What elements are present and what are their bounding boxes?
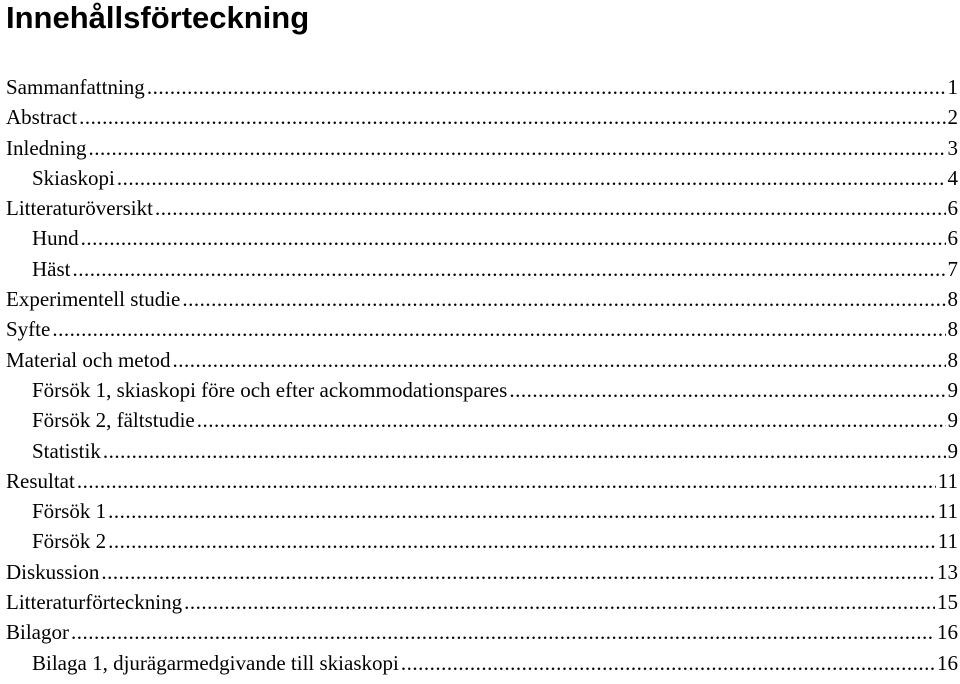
toc-entry[interactable] [6, 557, 958, 587]
toc-entry-page-number: 8 [947, 317, 958, 342]
toc-entry-label: Häst [32, 256, 71, 281]
dot-leader [108, 496, 936, 526]
toc-entry-label: Sammanfattning [6, 75, 145, 99]
dot-leader [79, 102, 945, 132]
toc-entry-label: Statistik [32, 438, 101, 463]
dot-leader [71, 617, 935, 647]
dot-leader [509, 375, 945, 405]
toc-subentry[interactable] [6, 375, 958, 405]
toc-entry[interactable] [6, 314, 958, 344]
toc-entry-page-number: 11 [937, 529, 958, 554]
toc-entry[interactable] [6, 284, 958, 314]
toc-entry[interactable] [6, 587, 958, 617]
dot-leader [77, 466, 936, 496]
toc-entry[interactable] [6, 72, 958, 102]
toc-entry-label: Material och metod [6, 347, 171, 372]
toc-subentry[interactable] [6, 254, 958, 284]
toc-entry-page-number: 2 [947, 105, 958, 130]
toc-entry-label: Bilagor [6, 620, 69, 645]
dot-leader [155, 193, 946, 223]
toc-entry-label: Bilaga 1, djurägarmedgivande till skiaskopi [32, 650, 399, 675]
dot-leader [101, 557, 935, 587]
toc-entry-page-number: 16 [937, 620, 958, 645]
toc-entry-page-number: 1 [947, 75, 958, 99]
toc-entry[interactable] [6, 102, 958, 132]
toc-entry-page-number: 8 [947, 287, 958, 312]
page-title: Innehållsförteckning [6, 0, 310, 35]
dot-leader [103, 436, 946, 466]
toc-subentry[interactable] [6, 405, 958, 435]
toc-entry-label: Skiaskopi [32, 165, 115, 190]
dot-leader [147, 72, 946, 102]
dot-leader [73, 254, 946, 284]
dot-leader [88, 133, 945, 163]
toc-entry-page-number: 13 [937, 559, 958, 584]
toc-subentry[interactable] [6, 496, 958, 526]
toc-subentry[interactable] [6, 436, 958, 466]
toc-entry-label: Hund [32, 226, 79, 251]
dot-leader [197, 405, 946, 435]
toc-entry-label: Litteraturöversikt [6, 196, 153, 221]
toc-entry-label: Försök 2 [32, 529, 107, 554]
toc-entry-page-number: 16 [937, 650, 958, 675]
toc-entry-label: Abstract [6, 105, 78, 130]
toc-entry-page-number: 9 [947, 438, 958, 463]
toc-entry-label: Diskussion [6, 559, 100, 584]
toc-subentry[interactable] [6, 526, 958, 556]
toc-entry-page-number: 3 [947, 135, 958, 160]
dot-leader [117, 163, 946, 193]
dot-leader [52, 314, 945, 344]
toc-entry-label: Syfte [6, 317, 51, 342]
toc-entry-page-number: 8 [947, 347, 958, 372]
dot-leader [182, 284, 945, 314]
toc-entry-label: Försök 2, fältstudie [32, 408, 195, 433]
toc-entry-page-number: 15 [937, 590, 958, 615]
toc-entry-page-number: 6 [947, 226, 958, 251]
toc-entry-label: Försök 1, skiaskopi före och efter ackommodationspares [32, 377, 508, 402]
toc-entry-label: Experimentell studie [6, 287, 181, 312]
toc-entry[interactable] [6, 617, 958, 647]
toc-entry[interactable] [6, 345, 958, 375]
toc-entry-page-number: 7 [947, 256, 958, 281]
dot-leader [81, 223, 946, 253]
toc-entry[interactable] [6, 133, 958, 163]
toc-entry-label: Försök 1 [32, 499, 107, 524]
table-of-contents [6, 72, 958, 678]
toc-entry[interactable] [6, 466, 958, 496]
toc-entry-page-number: 9 [947, 408, 958, 433]
dot-leader [108, 526, 936, 556]
toc-entry-label: Resultat [6, 468, 75, 493]
toc-entry-page-number: 11 [937, 468, 958, 493]
toc-entry-page-number: 11 [937, 499, 958, 524]
toc-entry[interactable] [6, 193, 958, 223]
dot-leader [172, 345, 945, 375]
toc-subentry[interactable] [6, 163, 958, 193]
toc-entry-page-number: 9 [947, 377, 958, 402]
toc-entry-label: Litteraturförteckning [6, 590, 183, 615]
dot-leader [184, 587, 935, 617]
toc-entry-page-number: 4 [947, 165, 958, 190]
toc-subentry[interactable] [6, 223, 958, 253]
toc-subentry[interactable] [6, 648, 958, 678]
toc-entry-label: Inledning [6, 135, 87, 160]
toc-entry-page-number: 6 [947, 196, 958, 221]
dot-leader [401, 648, 935, 678]
